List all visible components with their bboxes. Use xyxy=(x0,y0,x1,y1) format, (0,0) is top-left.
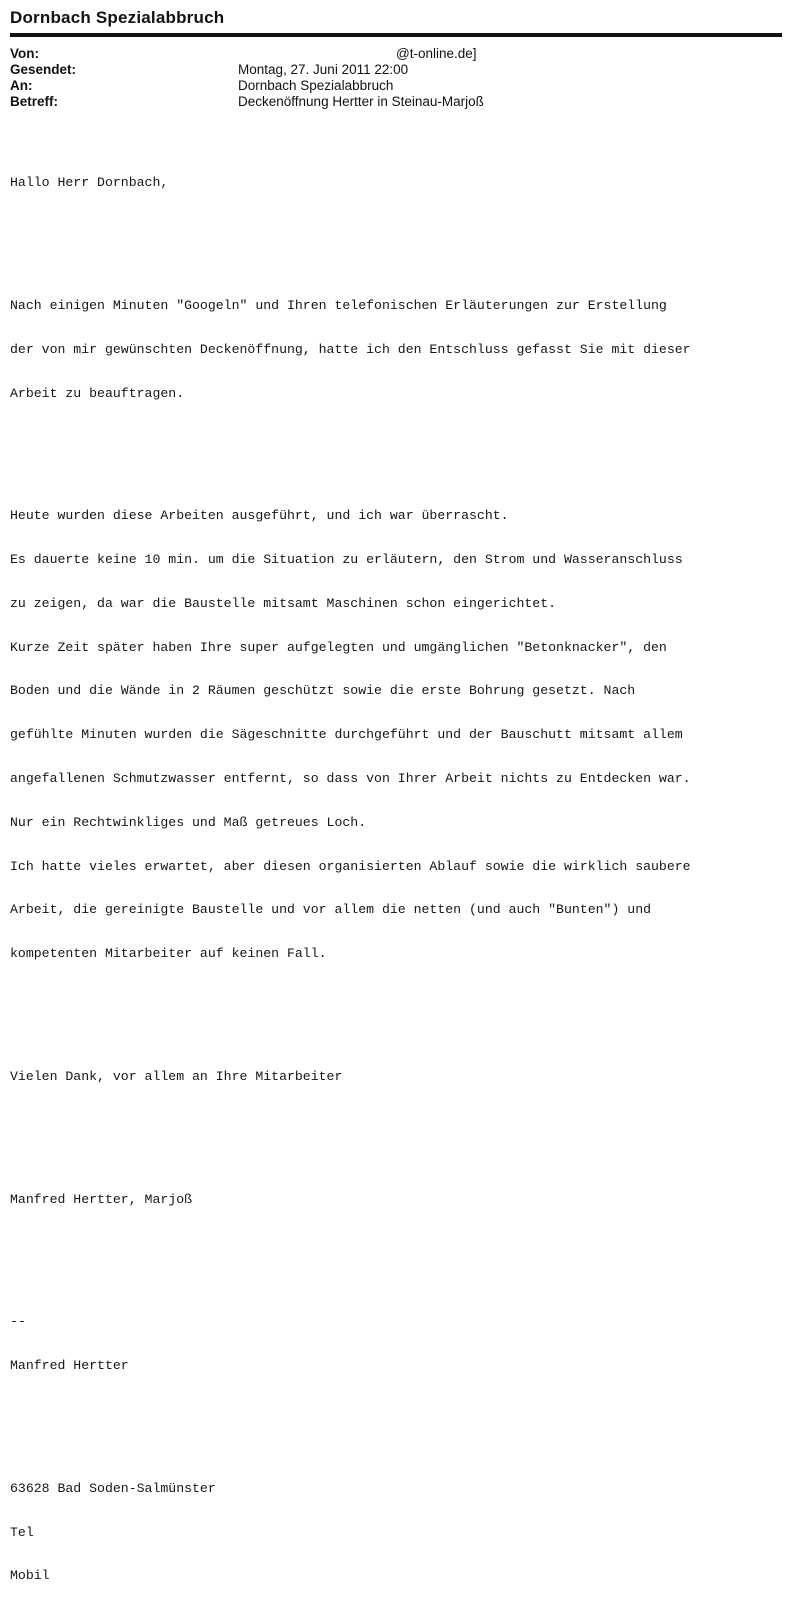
body-line: der von mir gewünschten Deckenöffnung, hatte ich den Entschluss gefasst Sie mit dieser xyxy=(10,341,691,357)
body-line: gefühlte Minuten wurden die Sägeschnitte durchgeführt und der Bauschutt mitsamt allem xyxy=(10,727,683,743)
body-line: Arbeit zu beauftragen. xyxy=(10,385,185,401)
signature-name: Manfred Hertter xyxy=(10,1358,129,1374)
body-line: Boden und die Wände in 2 Räumen geschützt sowie die erste Bohrung gesetzt. Nach xyxy=(10,683,636,699)
signature-tel: Tel xyxy=(10,1524,34,1540)
email-body xyxy=(10,147,790,1599)
from-value: @t-online.de] xyxy=(396,46,477,61)
body-line: zu zeigen, da war die Baustelle mitsamt Maschinen schon eingerichtet. xyxy=(10,595,557,611)
company-title: Dornbach Spezialabbruch xyxy=(10,8,225,27)
signature-address: 63628 Bad Soden-Salmünster xyxy=(10,1480,216,1496)
sent-row xyxy=(10,62,484,78)
subject-label: Betreff: xyxy=(10,94,59,109)
signature-mobil: Mobil xyxy=(10,1568,50,1584)
sent-label: Gesendet: xyxy=(10,62,77,77)
body-line: Nur ein Rechtwinkliges und Maß getreues Loch. xyxy=(10,814,367,830)
to-label: An: xyxy=(10,78,33,93)
signature-separator: -- xyxy=(10,1314,26,1330)
from-row xyxy=(10,46,484,62)
body-line: Heute wurden diese Arbeiten ausgeführt, und ich war überrascht. xyxy=(10,508,509,524)
subject-value: Deckenöffnung Hertter in Steinau-Marjoß xyxy=(238,94,484,109)
thanks-line: Vielen Dank, vor allem an Ihre Mitarbeiter xyxy=(10,1068,343,1084)
to-row xyxy=(10,78,484,94)
body-line: Arbeit, die gereinigte Baustelle und vor allem die netten (und auch "Bunten") und xyxy=(10,902,652,918)
subject-row xyxy=(10,94,484,110)
signoff-line: Manfred Hertter, Marjoß xyxy=(10,1191,193,1207)
body-line: kompetenten Mitarbeiter auf keinen Fall. xyxy=(10,946,327,962)
body-line: Kurze Zeit später haben Ihre super aufgelegten und umgänglichen "Betonknacker", den xyxy=(10,639,667,655)
sent-value: Montag, 27. Juni 2011 22:00 xyxy=(238,62,409,77)
greeting: Hallo Herr Dornbach, xyxy=(10,175,169,191)
body-line: Ich hatte vieles erwartet, aber diesen organisierten Ablauf sowie die wirklich saubere xyxy=(10,858,691,874)
title-divider xyxy=(10,33,782,37)
to-value: Dornbach Spezialabbruch xyxy=(238,78,394,93)
from-label: Von: xyxy=(10,46,39,61)
email-header xyxy=(10,46,484,110)
body-line: Es dauerte keine 10 min. um die Situation zu erläutern, den Strom und Wasseranschluss xyxy=(10,552,683,568)
body-line: angefallenen Schmutzwasser entfernt, so dass von Ihrer Arbeit nichts zu Entdecken war. xyxy=(10,770,691,786)
body-line: Nach einigen Minuten "Googeln" und Ihren telefonischen Erläuterungen zur Erstellung xyxy=(10,297,667,313)
